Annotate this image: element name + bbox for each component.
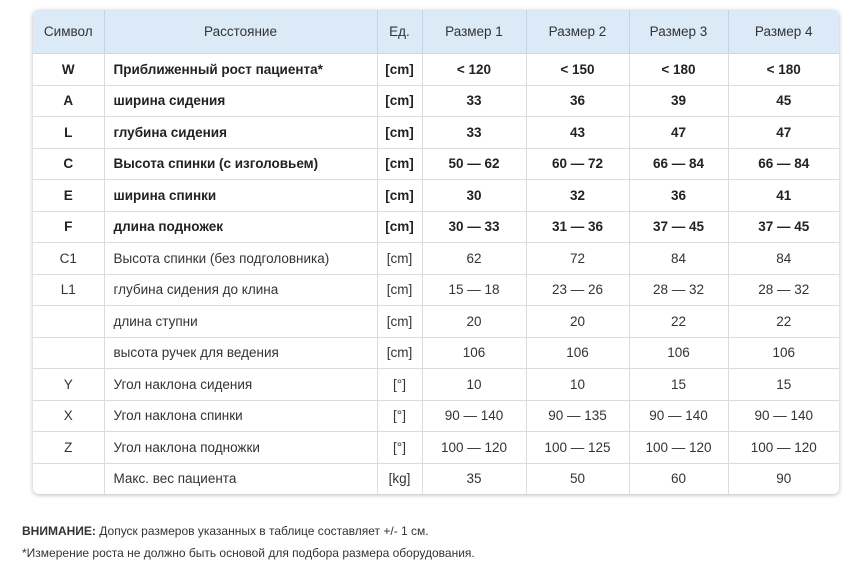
cell-size-1: 50 — 62 (422, 148, 526, 180)
cell-size-4: 45 (728, 85, 839, 117)
cell-size-1: 106 (422, 337, 526, 369)
cell-size-3: 15 (629, 369, 728, 401)
table-row (33, 54, 839, 86)
cell-distance: длина подножек (104, 211, 377, 243)
table-body (33, 54, 839, 495)
cell-unit: [°] (377, 432, 422, 464)
cell-symbol: C1 (33, 243, 104, 275)
cell-unit: [°] (377, 369, 422, 401)
cell-size-4: 15 (728, 369, 839, 401)
cell-size-1: 30 (422, 180, 526, 212)
cell-symbol: E (33, 180, 104, 212)
cell-distance: глубина сидения (104, 117, 377, 149)
cell-size-2: 90 — 135 (526, 400, 629, 432)
header-size-3: Размер 3 (629, 10, 728, 54)
cell-distance: Угол наклона сидения (104, 369, 377, 401)
table-row (33, 306, 839, 338)
cell-size-1: 33 (422, 85, 526, 117)
size-table (33, 10, 839, 494)
cell-size-4: 84 (728, 243, 839, 275)
cell-unit: [cm] (377, 54, 422, 86)
cell-unit: [cm] (377, 337, 422, 369)
table-row (33, 369, 839, 401)
table-row (33, 337, 839, 369)
cell-distance: ширина сидения (104, 85, 377, 117)
cell-size-3: 100 — 120 (629, 432, 728, 464)
warning-label: ВНИМАНИЕ: (22, 524, 96, 538)
cell-size-4: 28 — 32 (728, 274, 839, 306)
cell-size-4: 37 — 45 (728, 211, 839, 243)
cell-distance: Приближенный рост пациента* (104, 54, 377, 86)
cell-size-4: 90 — 140 (728, 400, 839, 432)
cell-symbol: Y (33, 369, 104, 401)
cell-unit: [cm] (377, 274, 422, 306)
cell-unit: [kg] (377, 463, 422, 494)
cell-size-2: 50 (526, 463, 629, 494)
cell-size-1: 90 — 140 (422, 400, 526, 432)
cell-unit: [°] (377, 400, 422, 432)
cell-unit: [cm] (377, 243, 422, 275)
cell-size-2: 43 (526, 117, 629, 149)
cell-size-3: 90 — 140 (629, 400, 728, 432)
cell-size-3: 22 (629, 306, 728, 338)
cell-size-2: 31 — 36 (526, 211, 629, 243)
cell-size-2: 106 (526, 337, 629, 369)
header-symbol: Символ (33, 10, 104, 54)
table-row (33, 243, 839, 275)
cell-size-4: 66 — 84 (728, 148, 839, 180)
cell-symbol (33, 306, 104, 338)
cell-size-4: 47 (728, 117, 839, 149)
size-table-container (33, 10, 839, 494)
table-row (33, 180, 839, 212)
table-row (33, 463, 839, 494)
cell-size-4: 100 — 120 (728, 432, 839, 464)
cell-size-2: 100 — 125 (526, 432, 629, 464)
cell-size-4: 90 (776, 471, 792, 487)
cell-unit: [cm] (377, 117, 422, 149)
cell-unit: [cm] (377, 306, 422, 338)
cell-size-3: 66 — 84 (629, 148, 728, 180)
cell-size-1: 10 (422, 369, 526, 401)
cell-unit: [cm] (377, 180, 422, 212)
table-row (33, 274, 839, 306)
cell-symbol: F (33, 211, 104, 243)
cell-size-3: < 180 (629, 54, 728, 86)
cell-size-3: 106 (629, 337, 728, 369)
cell-distance: высота ручек для ведения (104, 337, 377, 369)
header-size-4: Размер 4 (728, 10, 839, 54)
footnote: *Измерение роста не должно быть основой для подбора размера оборудования. (22, 546, 475, 560)
cell-size-3: 47 (629, 117, 728, 149)
cell-symbol (33, 337, 104, 369)
cell-symbol: A (33, 85, 104, 117)
cell-size-2: 60 — 72 (526, 148, 629, 180)
cell-symbol: Z (33, 432, 104, 464)
cell-size-2: < 150 (526, 54, 629, 86)
cell-symbol: L1 (33, 274, 104, 306)
cell-size-2: 20 (526, 306, 629, 338)
cell-size-2: 72 (526, 243, 629, 275)
cell-size-2: 32 (526, 180, 629, 212)
table-row (33, 400, 839, 432)
cell-size-2: 23 — 26 (526, 274, 629, 306)
table-header-row (33, 10, 839, 54)
cell-symbol: X (33, 400, 104, 432)
cell-distance: длина ступни (104, 306, 377, 338)
cell-size-1: 30 — 33 (422, 211, 526, 243)
cell-size-3: 36 (629, 180, 728, 212)
cell-size-3: 39 (629, 85, 728, 117)
warning-text: Допуск размеров указанных в таблице составляет +/- 1 см. (95, 524, 429, 538)
cell-distance: Угол наклона подножки (104, 432, 377, 464)
cell-symbol (33, 463, 104, 494)
cell-size-1: 62 (422, 243, 526, 275)
header-size-1: Размер 1 (422, 10, 526, 54)
cell-size-1: 15 — 18 (422, 274, 526, 306)
warning-note (22, 524, 429, 538)
cell-size-4: < 180 (728, 54, 839, 86)
cell-size-3: 60 (629, 463, 728, 494)
table-row (33, 117, 839, 149)
cell-symbol: C (33, 148, 104, 180)
cell-unit: [cm] (377, 85, 422, 117)
cell-size-4: 41 (728, 180, 839, 212)
cell-size-1: < 120 (422, 54, 526, 86)
cell-size-3: 84 (629, 243, 728, 275)
cell-size-1: 33 (422, 117, 526, 149)
cell-size-1: 20 (422, 306, 526, 338)
table-row (33, 148, 839, 180)
cell-symbol: W (33, 54, 104, 86)
cell-distance: Макс. вес пациента (104, 463, 377, 494)
cell-size-2: 10 (526, 369, 629, 401)
cell-size-2: 36 (526, 85, 629, 117)
header-unit: Ед. (377, 10, 422, 54)
cell-symbol: L (33, 117, 104, 149)
cell-unit: [cm] (377, 211, 422, 243)
table-row (33, 85, 839, 117)
cell-size-3: 28 — 32 (629, 274, 728, 306)
cell-size-4: 22 (728, 306, 839, 338)
table-row (33, 432, 839, 464)
cell-distance: Высота спинки (без подголовника) (104, 243, 377, 275)
cell-size-1: 100 — 120 (422, 432, 526, 464)
cell-size-3: 37 — 45 (629, 211, 728, 243)
cell-distance: Угол наклона спинки (104, 400, 377, 432)
cell-unit: [cm] (377, 148, 422, 180)
header-size-2: Размер 2 (526, 10, 629, 54)
cell-distance: ширина спинки (104, 180, 377, 212)
cell-distance: глубина сидения до клина (104, 274, 377, 306)
table-row (33, 211, 839, 243)
cell-distance: Высота спинки (с изголовьем) (104, 148, 377, 180)
header-distance: Расстояние (104, 10, 377, 54)
cell-size-4: 106 (728, 337, 839, 369)
cell-size-1: 35 (422, 463, 526, 494)
